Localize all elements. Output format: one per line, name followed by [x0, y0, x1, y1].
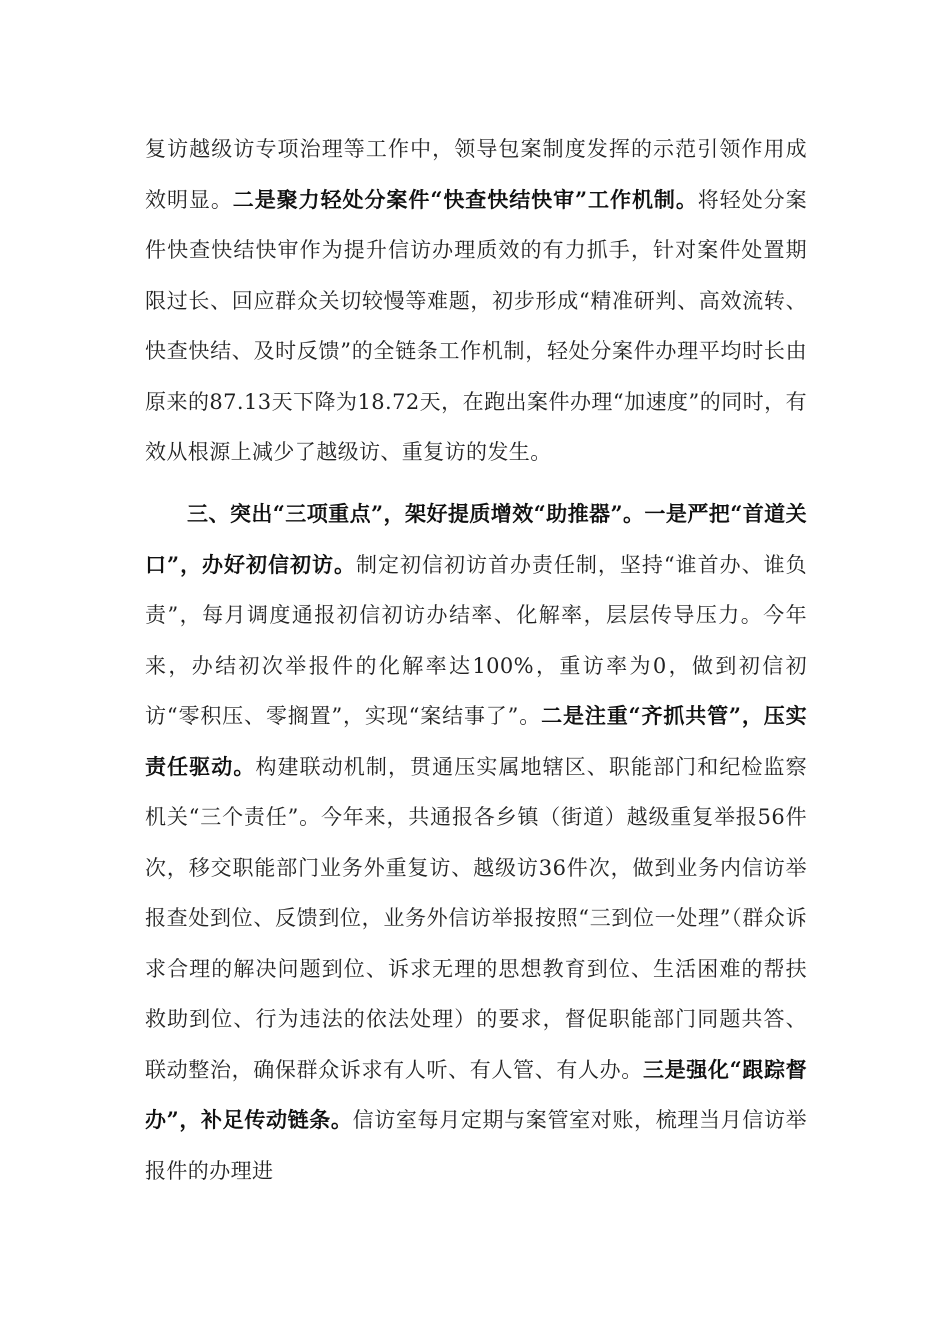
paragraph-three-key-points [145, 489, 807, 1196]
paragraph-text: 信访室每月定期与案管室对账，梳理当月信访举报件的办理进 [145, 1108, 807, 1183]
paragraph-body [145, 489, 807, 1196]
bold-heading-section-three: 三、突出“三项重点”，架好提质增效“助推器”。一是严把“首道关口”，办好初信初访。 [145, 501, 807, 577]
bold-heading-fast-track: 二是聚力轻处分案件“快查快结快审”工作机制。 [232, 186, 698, 212]
paragraph-text: 构建联动机制，贯通压实属地辖区、职能部门和纪检监察机关“三个责任”。今年来，共通报各乡镇（街道）越级重复举报56件次，移交职能部门业务外重复访、越级访36件次，做到业务内信访举报查处到位、反馈到位，业务外信访举报按照“三到位一处理”（群众诉求合理的解决问题到位、诉求无理的思想教育到位、生活困难的帮扶救助到位、行为违法的依法处理）的要求，督促职能部门同题共答、联动整治，确保群众诉求有人听、有人管、有人办。 [145, 754, 808, 1082]
paragraph-text: 将轻处分案件快查快结快审作为提升信访办理质效的有力抓手，针对案件处置期限过长、回应群众关切较慢等难题，初步形成“精准研判、高效流转、快查快结、及时反馈”的全链条工作机制，轻处分案件办理平均时长由原来的87.13天下降为18.72天，在跑出案件办理“加速度”的同时，有效从根源上减少了越级访、重复访的发生。 [145, 187, 807, 464]
paragraph-text: 复访越级访专项治理等工作中，领导包案制度发挥的示范引领作用成效明显。 [145, 137, 807, 212]
paragraph-leadership-and-fast-track [145, 124, 807, 478]
paragraph-body [145, 124, 807, 478]
bold-heading-tracking-supervision: 三是强化“跟踪督办”，补足传动链条。 [145, 1056, 808, 1132]
paragraph-text: 制定初信初访首办责任制，坚持“谁首办、谁负责”，每月调度通报初信初访办结率、化解率，层层传导压力。今年来，办结初次举报件的化解率达100%，重访率为0，做到初信初访“零积压、零搁置”，实现“案结事了”。 [145, 552, 807, 728]
bold-heading-joint-management: 二是注重“齐抓共管”，压实责任驱动。 [145, 703, 807, 779]
